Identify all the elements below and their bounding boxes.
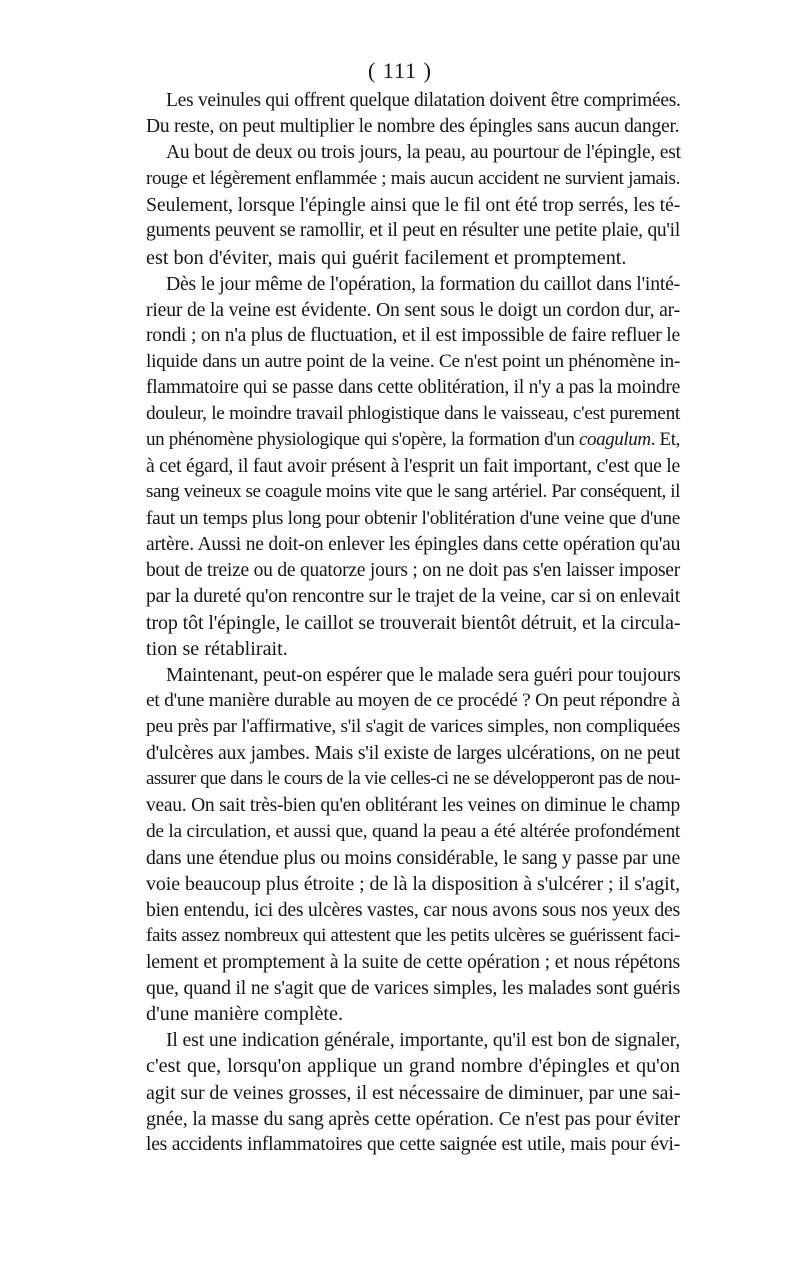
text-line: d'une manière complète. xyxy=(146,1003,344,1026)
text-line: à cet égard, il faut avoir présent à l'esprit un fait important, c'est que le xyxy=(146,455,680,478)
text-line: artère. Aussi ne doit-on enlever les épingles dans cette opération qu'au xyxy=(146,533,681,555)
paragraph-1 xyxy=(146,88,680,140)
text-line: agit sur de veines grosses, il est nécessaire de diminuer, par une sai- xyxy=(146,1081,681,1104)
text-line: peu près par l'affirmative, s'il s'agit de varices simples, non compliquées xyxy=(146,716,680,738)
paragraph-5 xyxy=(146,1027,680,1157)
text-line: assurer que dans le cours de la vie celles-ci ne se développeront pas de nou- xyxy=(146,768,680,790)
text-line: c'est que, lorsqu'on applique un grand nombre d'épingles et qu'on xyxy=(146,1055,680,1078)
paragraph-3 xyxy=(146,271,680,662)
text-line: guments peuvent se ramollir, et il peut en résulter une petite plaie, qu'il xyxy=(146,220,680,242)
text-line: rouge et légèrement enflammée ; mais aucun accident ne survient jamais. xyxy=(146,168,680,190)
text-line: voie beaucoup plus étroite ; de là la disposition à s'ulcérer ; il s'agit, xyxy=(146,872,680,895)
text-line: bout de treize ou de quatorze jours ; on ne doit pas s'en laisser imposer xyxy=(146,559,680,581)
text-line: veau. On sait très-bien qu'en oblitérant les veines on diminue le champ xyxy=(146,794,680,816)
text-line: flammatoire qui se passe dans cette oblitération, il n'y a pas la moindre xyxy=(146,377,680,399)
text-line: faits assez nombreux qui attestent que les petits ulcères se guérissent faci- xyxy=(146,925,680,946)
paragraph-2 xyxy=(146,140,680,270)
page-number: ( 111 ) xyxy=(367,58,433,83)
text-line: rondi ; on n'a plus de fluctuation, et il est impossible de faire refluer le xyxy=(146,324,680,346)
text-line: rieur de la veine est évidente. On sent sous le doigt un cordon dur, ar- xyxy=(146,298,680,321)
text-line: liquide dans un autre point de la veine. Ce n'est point un phénomène in- xyxy=(146,350,680,372)
text-line: gnée, la masse du sang après cette opération. Ce n'est pas pour éviter xyxy=(146,1107,680,1130)
italic-term: coagulum xyxy=(578,429,651,451)
text-line: sang veineux se coagule moins vite que le sang artériel. Par conséquent, il xyxy=(146,481,680,503)
text-line: que, quand il ne s'agit que de varices simples, les malades sont guéris xyxy=(146,977,681,1000)
text-line: et d'une manière durable au moyen de ce procédé ? On peut répondre à xyxy=(146,690,680,712)
text-line: bien entendu, ici des ulcères vastes, car nous avons sous nos yeux des xyxy=(146,898,680,921)
text-line: d'ulcères aux jambes. Mais s'il existe de larges ulcérations, on ne peut xyxy=(146,742,680,765)
text-line: par la dureté qu'on rencontre sur le trajet de la veine, car si on enlevait xyxy=(146,585,680,607)
text-line: les accidents inflammatoires que cette saignée est utile, mais pour évi- xyxy=(146,1133,680,1155)
text-line: douleur, le moindre travail phlogistique dans le vaisseau, c'est purement xyxy=(146,403,680,425)
text-line: trop tôt l'épingle, le caillot se trouverait bientôt détruit, et la circula- xyxy=(146,611,681,634)
text-fragment: . Et, xyxy=(650,429,680,451)
text-line: Seulement, lorsque l'épingle ainsi que le fil ont été trop serrés, les té- xyxy=(146,194,680,217)
text-line: dans une étendue plus ou moins considérable, le sang y passe par une xyxy=(146,846,680,869)
text-line: faut un temps plus long pour obtenir l'oblitération d'une veine que d'une xyxy=(146,507,680,529)
text-line: de la circulation, et aussi que, quand la peau a été altérée profondément xyxy=(146,820,680,842)
text-line: Du reste, on peut multiplier le nombre des épingles sans aucun danger. xyxy=(146,116,680,138)
paragraph-4 xyxy=(146,662,680,1027)
text-line: lement et promptement à la suite de cette opération ; et nous répétons xyxy=(146,951,680,974)
text-line: Il est une indication générale, importante, qu'il est bon de signaler, xyxy=(166,1029,680,1052)
text-line: tion se rétablirait. xyxy=(146,637,288,660)
text-line: Les veinules qui offrent quelque dilatation doivent être comprimées. xyxy=(166,90,681,111)
text-line-with-italic xyxy=(146,427,680,453)
body-text xyxy=(146,88,680,1158)
text-line: Dès le jour même de l'opération, la formation du caillot dans l'inté- xyxy=(166,272,681,295)
text-line: Maintenant, peut-on espérer que le malade sera guéri pour toujours xyxy=(166,664,681,687)
text-fragment: un phénomène physiologique qui s'opère, la formation d'un xyxy=(146,429,579,451)
text-line: est bon d'éviter, mais qui guérit facilement et promptement. xyxy=(146,246,627,269)
text-line: Au bout de deux ou trois jours, la peau, au pourtour de l'épingle, est xyxy=(166,142,681,164)
